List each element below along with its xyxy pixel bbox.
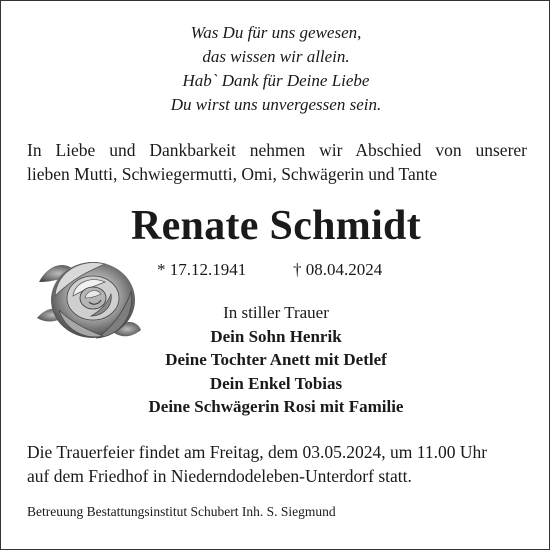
intro-line: In Liebe und Dankbarkeit nehmen wir Abschied von unserer: [27, 140, 527, 160]
funeral-home-credit: Betreuung Bestattungsinstitut Schubert Inh. S. Siegmund: [27, 504, 336, 519]
birth-date: * 17.12.1941: [157, 260, 247, 279]
poem-line: Was Du für uns gewesen,: [190, 23, 362, 42]
intro-line: lieben Mutti, Schwiegermutti, Omi, Schwägerin und Tante: [27, 164, 438, 184]
memorial-poem: [1, 21, 550, 117]
funeral-service-info: [27, 440, 527, 488]
poem-line: Hab` Dank für Deine Liebe: [182, 71, 370, 90]
mourners-lead: In stiller Trauer: [223, 303, 329, 322]
service-line: Die Trauerfeier findet am Freitag, dem 03.05.2024, um 11.00 Uhr: [27, 442, 488, 462]
poem-line: das wissen wir allein.: [202, 47, 350, 66]
poem-line: Du wirst uns unvergessen sein.: [170, 95, 382, 114]
service-line: auf dem Friedhof in Niederndodeleben-Unterdorf statt.: [27, 466, 412, 486]
mourner-name: Deine Schwägerin Rosi mit Familie: [148, 397, 404, 416]
mourner-name: Deine Tochter Anett mit Detlef: [165, 350, 387, 369]
death-date: † 08.04.2024: [293, 260, 383, 279]
mourners-list: [1, 301, 550, 419]
farewell-intro: [27, 138, 527, 186]
deceased-name: Renate Schmidt: [130, 203, 422, 249]
mourner-name: Dein Sohn Henrik: [210, 326, 342, 346]
mourner-name: Dein Enkel Tobias: [209, 373, 343, 393]
